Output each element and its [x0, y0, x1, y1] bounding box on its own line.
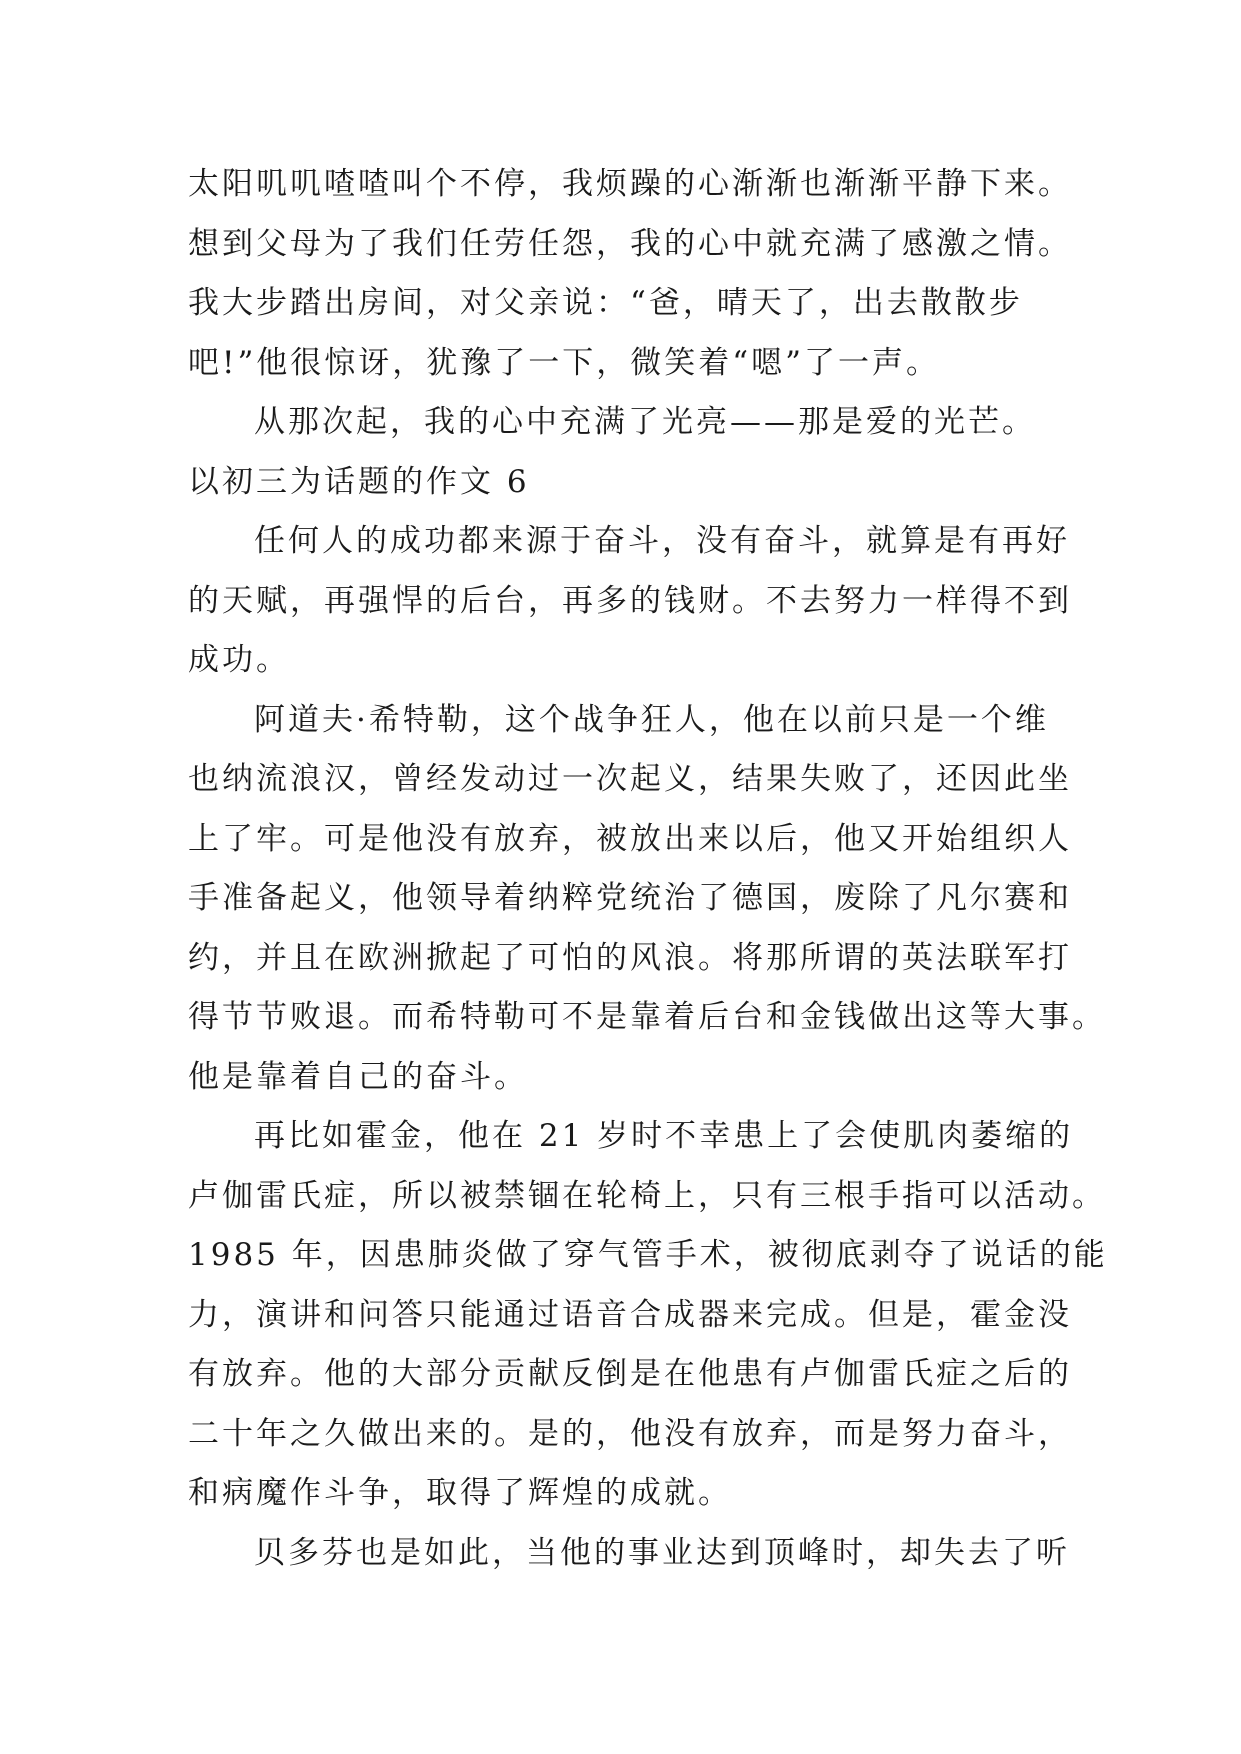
text-line: 想到父母为了我们任劳任怨，我的心中就充满了感激之情。: [188, 225, 1072, 262]
paragraph-first-line: 任何人的成功都来源于奋斗，没有奋斗，就算是有再好: [254, 523, 1070, 559]
text-line: 我大步踏出房间，对父亲说：“爸，晴天了，出去散散步: [188, 285, 1023, 321]
paragraph-first-line: 贝多芬也是如此，当他的事业达到顶峰时，却失去了听: [254, 1534, 1070, 1571]
text-line: 约，并且在欧洲掀起了可怕的风浪。将那所谓的英法联军打: [188, 939, 1072, 976]
text-line: 卢伽雷氏症，所以被禁锢在轮椅上，只有三根手指可以活动。: [188, 1177, 1106, 1214]
text-line: 手准备起义，他领导着纳粹党统治了德国，废除了凡尔赛和: [188, 880, 1072, 916]
text-line: 也纳流浪汉，曾经发动过一次起义，结果失败了，还因此坐: [188, 761, 1072, 797]
text-line: 太阳叽叽喳喳叫个不停，我烦躁的心渐渐也渐渐平静下来。: [188, 166, 1072, 202]
text-line: 有放弃。他的大部分贡献反倒是在他患有卢伽雷氏症之后的: [188, 1356, 1072, 1392]
essay-body: [188, 155, 1108, 1583]
text-line: 力，演讲和问答只能通过语音合成器来完成。但是，霍金没: [188, 1296, 1072, 1333]
paragraph-first-line: 阿道夫·希特勒，这个战争狂人，他在以前只是一个维: [254, 701, 1049, 738]
text-line: 他是靠着自己的奋斗。: [188, 1058, 528, 1095]
text-line: 上了牢。可是他没有放弃，被放出来以后，他又开始组织人: [188, 820, 1072, 857]
text-line: 吧!”他很惊讶，犹豫了一下，微笑着“嗯”了一声。: [188, 344, 940, 381]
section-heading: 以初三为话题的作文 6: [188, 463, 530, 500]
text-line: 二十年之久做出来的。是的，他没有放弃，而是努力奋斗，: [188, 1415, 1072, 1452]
paragraph-first-line: 从那次起，我的心中充满了光亮——那是爱的光芒。: [254, 404, 1036, 440]
text-line: 的天赋，再强悍的后台，再多的钱财。不去努力一样得不到: [188, 582, 1072, 619]
text-line: 得节节败退。而希特勒可不是靠着后台和金钱做出这等大事。: [188, 999, 1106, 1035]
text-line: 1985 年，因患肺炎做了穿气管手术，被彻底剥夺了说话的能: [188, 1237, 1108, 1273]
text-line: 成功。: [188, 642, 290, 678]
text-line: 和病魔作斗争，取得了辉煌的成就。: [188, 1475, 732, 1511]
paragraph-first-line: 再比如霍金，他在 21 岁时不幸患上了会使肌肉萎缩的: [254, 1118, 1074, 1154]
